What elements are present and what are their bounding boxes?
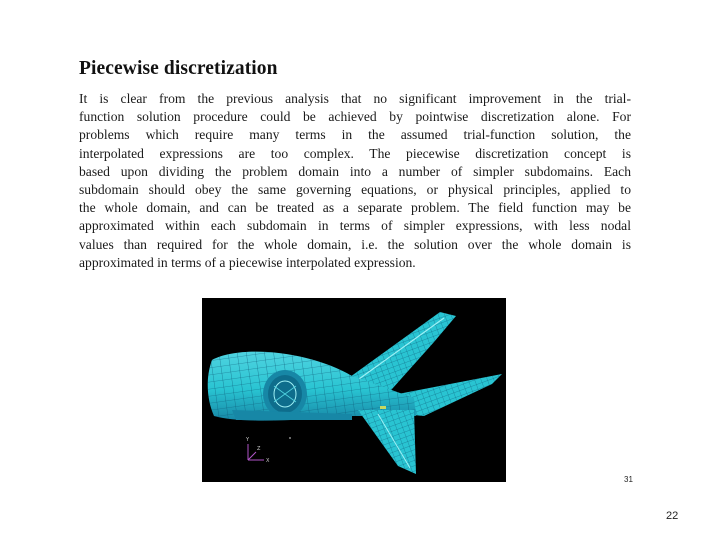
paragraph-line: interpolated expressions are too complex. The piecewise discretization concept is [79, 145, 631, 161]
junction-marker [380, 406, 386, 409]
axis-triad [245, 437, 270, 464]
paragraph-line: It is clear from the previous analysis that no significant improvement in the trial- [79, 91, 631, 106]
paragraph-line: problems which require many terms in the assumed trial-function solution, the [79, 127, 631, 143]
paragraph-line: function solution procedure could be achieved by pointwise discretization alone. For [79, 109, 631, 125]
paragraph-line: the whole domain, and can be treated as a separate problem. The field function may be [79, 200, 631, 216]
axis-label-y: Y [246, 437, 250, 443]
paragraph-line: subdomain should obey the same governing equations, or physical principles, applied to [79, 182, 631, 198]
slide-reference-number: 31 [624, 475, 633, 484]
paragraph-line: approximated within each subdomain in terms of simpler expressions, with less nodal [79, 218, 631, 234]
axis-label-z: Z [257, 446, 261, 452]
page-title: Piecewise discretization [79, 58, 278, 79]
body-paragraph [79, 90, 631, 272]
paragraph-line: based upon dividing the problem domain into a number of simpler subdomains. Each [79, 163, 631, 179]
page-number: 22 [666, 510, 679, 522]
axis-label-x: X [266, 458, 270, 464]
fem-aircraft-figure [202, 298, 506, 482]
paragraph-line: values than required for the whole domain, i.e. the solution over the whole domain is [79, 236, 631, 252]
figure-dot [289, 437, 291, 439]
lower-fin [358, 410, 416, 474]
fem-aircraft-mesh-image [202, 298, 506, 482]
paragraph-line: approximated in terms of a piecewise interpolated expression. [79, 254, 416, 270]
